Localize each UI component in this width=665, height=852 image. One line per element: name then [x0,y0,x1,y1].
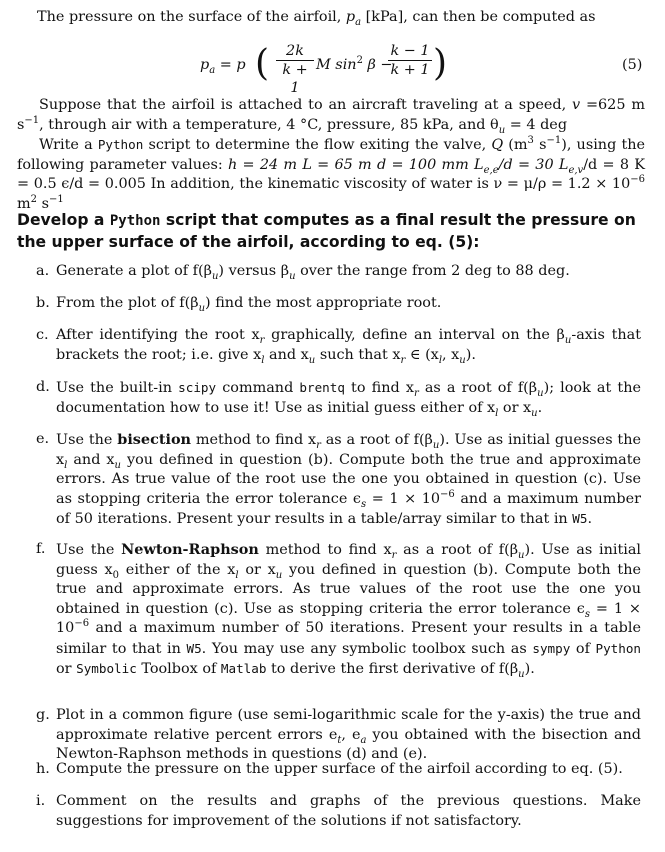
question-f: f. Use the Newton-Raphson method to find $x_r$ as a root of $f(\beta_u)$. Use as initial guess $x_0$ either of the $x_l$ or $x_u$ you defined in question (b). Compute both the true and approximate errors. As true values of the root use the one you obtained in question (c). Use as stopping criteria the error tolerance $\epsilon_s = 1 \times 10^{-6}$ and a maximum number of 50 iterations. Present your results in a table similar to that in W5. You may use any symbolic toolbox such as sympy of Python or Symbolic Toolbox of Matlab to derive the first derivative of $f(\beta_u)$. [36,541,642,680]
paragraph-python-valve: Write a Python script to determine the flow exiting the valve, Q ($m^3$ $s^{-1}$), using the following parameter values: h = 24 m L = 65 m d = 100 mm $L_{e,e}/d = 30$ $L_{e,v}/d = 8$ K = 0.5 ϵ/d = 0.005 In addition, the kinematic viscosity of water is $\nu = \mu/\rho = 1.2 \times 10^{-6}$ $m^2$ $s^{-1}$ [17,135,646,212]
question-a: a. Generate a plot of $f(\beta_u)$ versus $\beta_u$ over the range from 2 deg to 88 deg. [36,263,570,282]
question-c: c. After identifying the root $x_r$ graphically, define an interval on the $\beta_u$-axis that brackets the root; i.e. give $x_l$ and $x_u$ such that $x_r$ ∈ ($x_l$, $x_u$). [36,327,641,366]
right-paren: ) [433,43,448,84]
question-d: d. Use the built-in scipy command brentq to find $x_r$ as a root of $f(\beta_u)$; look at the documentation how to use it! Use as initial guess either of $x_l$ or $x_u$. [36,379,641,419]
question-e: e. Use the bisection method to find $x_r$ as a root of $f(\beta_u)$. Use as initial guesses the $x_l$ and $x_u$ you defined in question (b). Compute both the true and approximate errors. As true value of the root use the one you obtained in question (c). Use as stopping criteria the error tolerance $\epsilon_s = 1 \times 10^{-6}$ and a maximum number of 50 iterations. Present your results in a table/array similar to that in W5. [36,431,641,527]
fraction-k-minus-1: $\frac{k - 1}{k + 1}$ [388,42,432,79]
task-heading: Develop a Python script that computes as a final result the pressure on the upper surface of the airfoil, according to eq. (5): [17,211,636,251]
question-h: h. Compute the pressure on the upper surface of the airfoil according to eq. (5). [36,761,623,777]
question-b: b. From the plot of $f(\beta_u)$ find the most appropriate root. [36,295,442,314]
equation-number: (5) [622,57,643,73]
intro-line: The pressure on the surface of the airfoil, $p_a$ [kPa], can then be computed as [37,9,596,28]
equation-middle: M $\sin^2 \beta$ − [316,55,393,73]
left-paren: ( [255,43,270,84]
question-g: g. Plot in a common figure (use semi-logarithmic scale for the y-axis) the true and approximate relative percent errors $e_t$, $e_a$ you obtained with the bisection and Newton-Raphson methods in questions (d) and (e). [36,707,641,762]
question-i: i. Comment on the results and graphs of the previous questions. Make suggestions for improvement of the solutions if not satisfactory. [36,793,641,829]
paragraph-aircraft: Suppose that the airfoil is attached to an aircraft traveling at a speed, v =625 m $s^{-1}$, through air with a temperature, 4 °C, pressure, 85 kPa, and $\theta_u = 4$ deg [17,97,645,136]
equation-lhs: $p_a = p$ [200,57,246,76]
equation-5 [0,40,665,94]
fraction-2k: $\frac{2k}{k + 1}$ [276,42,314,97]
